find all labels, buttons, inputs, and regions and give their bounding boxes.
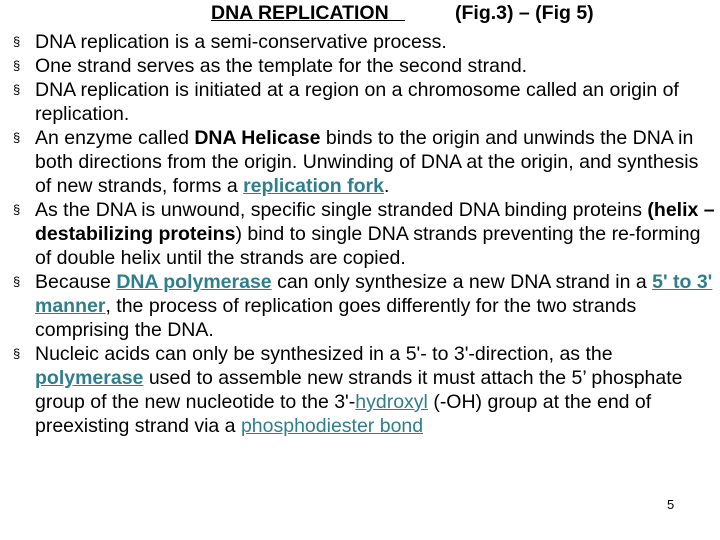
bullet-item-semi-conservative (13, 30, 718, 54)
bullet-text: An enzyme called (35, 127, 195, 149)
title-main: DNA REPLICATION (211, 2, 405, 24)
bullet-marker: § (13, 346, 21, 361)
bullet-marker: § (13, 130, 21, 145)
link-replication-fork[interactable]: replication fork (243, 175, 384, 197)
bullet-item-polymerase-direction (13, 270, 718, 342)
bullet-text: binds to the origin and unwinds the DNA in both directions from the origin. Unwinding of DNA at the origin, and synthesis of new strands, forms a (35, 127, 699, 197)
bullet-item-template (13, 54, 718, 78)
bullet-text: . (383, 175, 390, 197)
bullet-item-nucleic-acid-synthesis (13, 342, 718, 438)
bullet-text: As the DNA is unwound, specific single stranded DNA binding proteins (35, 199, 648, 221)
bullet-text: Because (35, 271, 117, 293)
link-phosphodiester-bond[interactable]: phosphodiester bond (240, 415, 424, 437)
bullet-text: Nucleic acids can only be synthesized in a 5'- to 3'-direction, as the (35, 343, 613, 365)
bullet-text: (-OH) group at the end of preexisting strand via a (35, 391, 652, 437)
term-dna-helicase: DNA Helicase (194, 127, 321, 149)
title-figure-refs: (Fig.3) – (Fig 5) (455, 2, 594, 24)
bullet-text: One strand serves as the template for the second strand. (35, 55, 528, 77)
bullet-text: DNA replication is a semi-conservative process. (35, 31, 447, 53)
bullet-marker: § (13, 58, 21, 73)
bullet-item-origin (13, 78, 718, 126)
bullet-text: used to assemble new strands it must attach the 5’ phosphate group of the new nucleotide to the 3'- (35, 367, 683, 413)
bullet-marker: § (13, 34, 21, 49)
bullet-item-helicase (13, 126, 718, 198)
bullet-marker: § (13, 82, 21, 97)
link-dna-polymerase[interactable]: DNA polymerase (116, 271, 272, 293)
link-5-to-3-manner[interactable]: 5' to 3' manner (35, 271, 713, 317)
bullet-text: , the process of replication goes differently for the two strands comprising the DNA. (35, 295, 637, 341)
page-number: 5 (667, 497, 675, 512)
link-hydroxyl[interactable]: hydroxyl (355, 391, 428, 413)
term-helix-destabilizing-proteins: (helix –destabilizing proteins (35, 199, 715, 245)
link-polymerase[interactable]: polymerase (35, 367, 144, 389)
bullet-marker: § (13, 202, 21, 217)
bullet-marker: § (13, 274, 21, 289)
bullet-list (13, 30, 718, 438)
bullet-text: DNA replication is initiated at a region on a chromosome called an origin of replication. (35, 79, 679, 125)
bullet-text: ) bind to single DNA strands preventing the re-forming of double helix until the strands are copied. (35, 223, 701, 269)
bullet-text: can only synthesize a new DNA strand in a (271, 271, 653, 293)
bullet-item-binding-proteins (13, 198, 718, 270)
